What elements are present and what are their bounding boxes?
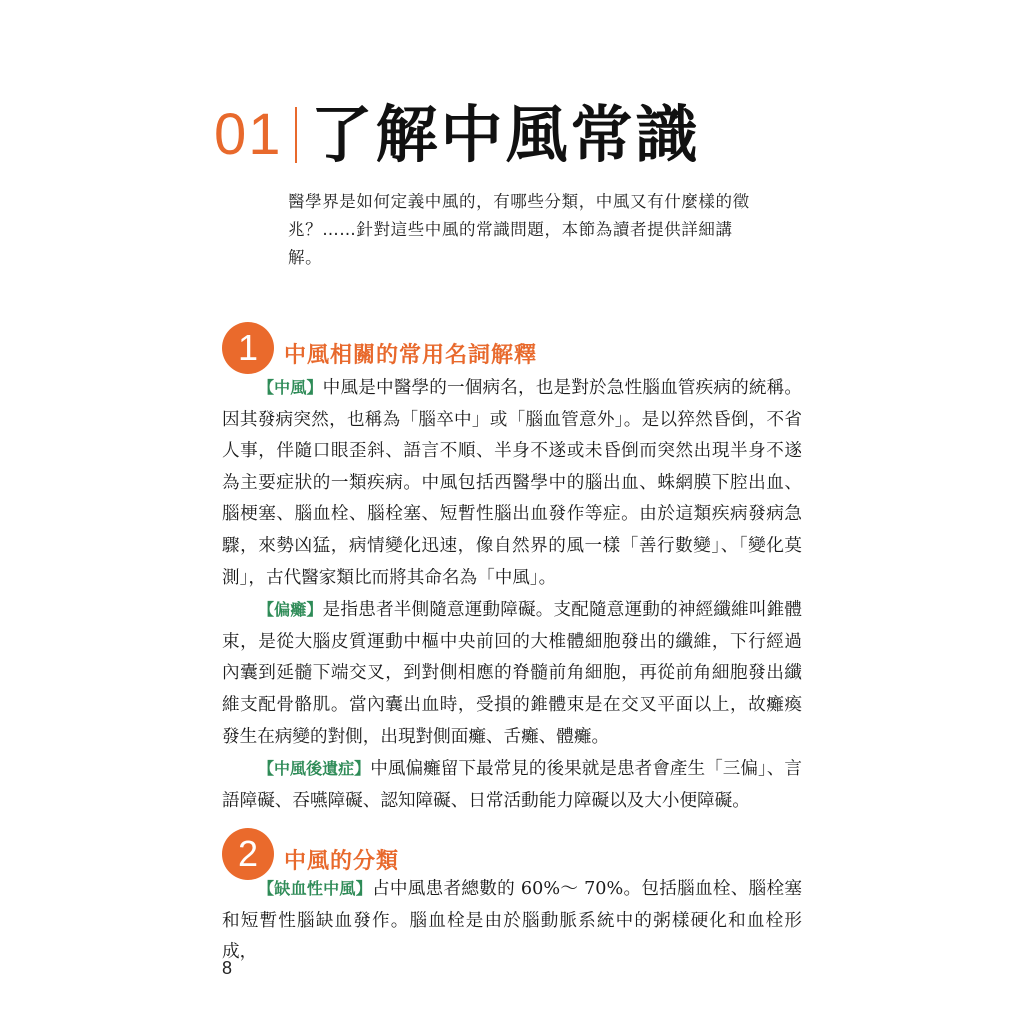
- term-label: 【中風】: [258, 378, 323, 397]
- term-label: 【缺血性中風】: [258, 879, 373, 898]
- paragraph-text: 是指患者半側隨意運動障礙。支配隨意運動的神經纖維叫錐體束，是從大腦皮質運動中樞中央前回的大椎體細胞發出的纖維，下行經過內囊到延髓下端交叉，到對側相應的脊髓前角細胞，再從前角細胞發出纖維支配骨骼肌。當內囊出血時，受損的錐體束是在交叉平面以上，故癱瘓發生在病變的對側，出現對側面癱、舌癱、體癱。: [222, 600, 802, 747]
- section-title: 中風的分類: [284, 848, 400, 874]
- paragraph-text: 占中風患者總數的 60%～ 70%。包括腦血栓、腦栓塞和短暫性腦缺血發作。腦血栓是由於腦動脈系統中的粥樣硬化和血栓形成，: [222, 879, 802, 963]
- section-number-badge: 2: [222, 828, 274, 880]
- section-heading-1: [222, 322, 537, 374]
- chapter-intro: 醫學界是如何定義中風的，有哪些分類，中風又有什麼樣的徵兆？……針對這些中風的常識問題，本節為讀者提供詳細講解。: [288, 192, 750, 267]
- paragraph-text: 中風偏癱留下最常見的後果就是患者會產生「三偏」、言語障礙、吞嚥障礙、認知障礙、日常活動能力障礙以及大小便障礙。: [222, 759, 802, 811]
- section-number-badge: 1: [222, 322, 274, 374]
- chapter-divider: [295, 107, 297, 163]
- section-body-1: [222, 372, 802, 817]
- paragraph-hemiplegia: [222, 594, 802, 753]
- chapter-header: [214, 100, 701, 170]
- paragraph-ischemic-stroke: [222, 873, 802, 969]
- paragraph-stroke: [222, 372, 802, 594]
- section-body-2: [222, 873, 802, 969]
- paragraph-text: 中風是中醫學的一個病名，也是對於急性腦血管疾病的統稱。因其發病突然，也稱為「腦卒中」或「腦血管意外」。是以猝然昏倒，不省人事，伴隨口眼歪斜、語言不順、半身不遂或未昏倒而突然出現半身不遂為主要症狀的一類疾病。中風包括西醫學中的腦出血、蛛網膜下腔出血、腦梗塞、腦血栓、腦栓塞、短暫性腦出血發作等症。由於這類疾病發病急驟，來勢凶猛，病情變化迅速，像自然界的風一樣「善行數變」、「變化莫測」，古代醫家類比而將其命名為「中風」。: [222, 378, 802, 588]
- term-label: 【中風後遺症】: [258, 759, 371, 779]
- term-label: 【偏癱】: [258, 600, 323, 620]
- paragraph-sequelae: [222, 753, 802, 817]
- page-number: 8: [222, 958, 233, 978]
- chapter-title: 了解中風常識: [310, 98, 701, 171]
- chapter-number: 01: [214, 102, 283, 167]
- section-title: 中風相關的常用名詞解釋: [284, 342, 538, 368]
